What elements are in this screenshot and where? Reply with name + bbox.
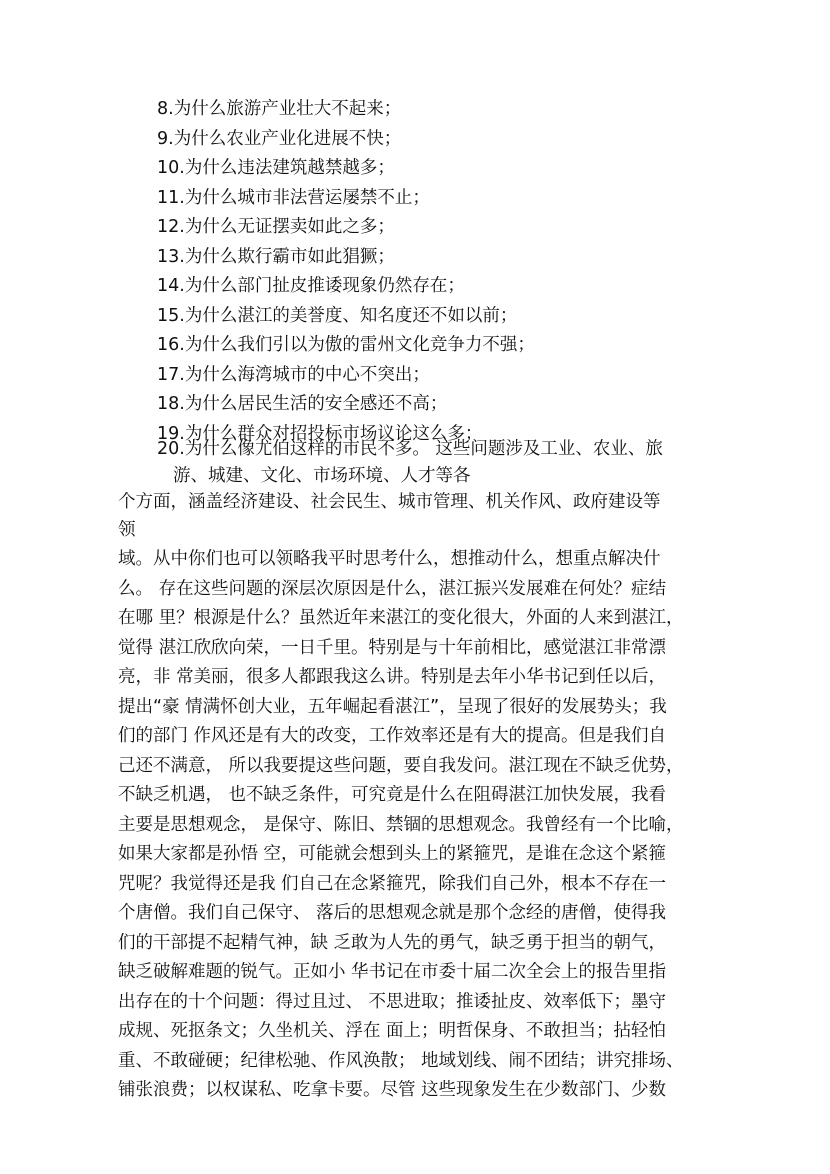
paragraph-line: 缺乏破解难题的锐气。正如小 华书记在市委十届二次全会上的报告里指 [118, 962, 667, 982]
list-item: 16.为什么我们引以为傲的雷州文化竞争力不强； [157, 335, 535, 355]
list-item: 19.为什么群众对招投标市场议论这么多； [157, 423, 483, 444]
paragraph-line: 如果大家都是孙悟 空，可能就会想到头上的紧箍咒，是谁在念这个紧箍 [118, 844, 667, 864]
list-item-20-line2: 游、城建、文化、市场环境、人才等各 [173, 466, 471, 486]
paragraph-line: 不缺乏机遇， 也不缺乏条件，可究竟是什么在阻碍湛江加快发展，我看 [118, 785, 667, 805]
paragraph-line: 么。 存在这些问题的深层次原因是什么，湛江振兴发展难在何处？症结 [118, 578, 667, 599]
list-item: 13.为什么欺行霸市如此猖獗； [157, 246, 395, 267]
list-item: 17.为什么海湾城市的中心不突出； [157, 364, 430, 385]
list-item: 14.为什么部门扯皮推诿现象仍然存在； [157, 276, 465, 296]
list-item: 10.为什么违法建筑越禁越多； [157, 158, 395, 178]
list-item: 9.为什么农业产业化进展不快； [157, 128, 402, 149]
list-item: 18.为什么居民生活的安全感还不高； [157, 394, 448, 414]
paragraph-line: 亮，非 常美丽，很多人都跟我这么讲。特别是去年小华书记到任以后， [118, 667, 667, 687]
paragraph-line: 在哪 里？根源是什么？虽然近年来湛江的变化很大，外面的人来到湛江， [118, 608, 684, 628]
paragraph-line: 个方面，涵盖经济建设、社会民生、城市管理、机关作风、政府建设等 [118, 492, 661, 512]
list-item-20 [157, 436, 747, 490]
paragraph-line: 们的干部提不起精气神，缺 乏敢为人先的勇气，缺乏勇于担当的朝气， [118, 932, 667, 953]
paragraph-line: 成规、死抠条文；久坐机关、浮在 面上；明哲保身、不敢担当；拈轻怕 [118, 1021, 667, 1041]
paragraph-line: 重、不敢碰硬；纪律松驰、作风涣散； 地域划线、闹不团结；讲究排场、 [118, 1050, 684, 1071]
paragraph-line: 域。从中你们也可以领略我平时思考什么，想推动什么，想重点解决什 [118, 549, 661, 569]
paragraph-line: 出存在的十个问题：得过且过、 不思进取；推诿扯皮、效率低下；墨守 [118, 991, 667, 1012]
paragraph-line: 提出“豪 情满怀创大业，五年崛起看湛江”，呈现了很好的发展势头；我 [118, 696, 667, 717]
body-paragraph [118, 489, 738, 1105]
paragraph-line: 咒呢？我觉得还是我 们自己在念紧箍咒，除我们自己外，根本不存在一 [118, 873, 667, 894]
list-item: 8.为什么旅游产业壮大不起来； [157, 99, 402, 119]
paragraph-line: 领 [118, 519, 136, 540]
list-item: 11.为什么城市非法营运屡禁不止； [157, 187, 430, 208]
question-list [157, 95, 757, 449]
paragraph-line: 己还不满意， 所以我要提这些问题，要自我发问。湛江现在不缺乏优势， [118, 755, 684, 776]
paragraph-line: 主要是思想观念， 是保守、陈旧、禁锢的思想观念。我曾经有一个比喻， [118, 814, 684, 835]
paragraph-line: 觉得 湛江欣欣向荣，一日千里。特别是与十年前相比，感觉湛江非常漂 [118, 637, 667, 658]
paragraph-line: 铺张浪费；以权谋私、吃拿卡要。尽管 这些现象发生在少数部门、少数 [118, 1080, 667, 1100]
paragraph-line: 们的部门 作风还是有大的改变，工作效率还是有大的提高。但是我们自 [118, 726, 667, 746]
paragraph-line: 个唐僧。我们自己保守、 落后的思想观念就是那个念经的唐僧，使得我 [118, 903, 667, 923]
list-item: 12.为什么无证摆卖如此之多； [157, 217, 395, 237]
list-item: 15.为什么湛江的美誉度、知名度还不如以前； [157, 305, 518, 326]
list-item-20-line1: 20.为什么像尤伯这样的市民不多。 这些问题涉及工业、农业、旅 [157, 439, 663, 459]
